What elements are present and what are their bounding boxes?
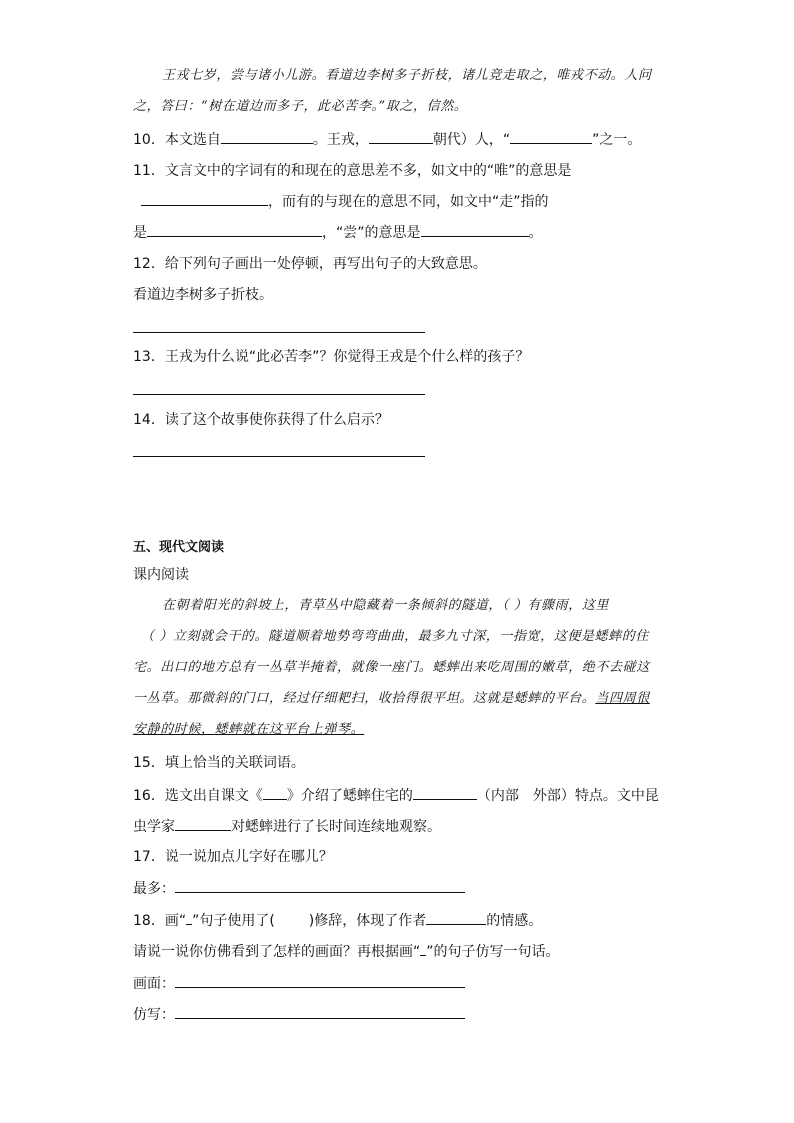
- question-16-line-2: [133, 816, 441, 837]
- q10-text-c: 朝代）人，“: [432, 132, 511, 148]
- q16-blank-title[interactable]: [263, 785, 287, 800]
- q16-text-c: （内部 外部）特点。文中昆: [476, 788, 659, 804]
- q16-text-b: 》介绍了蟋蟀住宅的: [286, 788, 413, 804]
- q10-text-d: ”之一。: [592, 132, 642, 148]
- section-5-subtitle: 课内阅读: [133, 567, 189, 583]
- q10-text-a: 10．本文选自: [133, 132, 221, 148]
- q18-text-e: 请说一说你仿佛看到了怎样的画面？再根据画“: [133, 944, 421, 960]
- q11-blank-zou[interactable]: [147, 222, 322, 237]
- q11-text-c: 是: [133, 225, 147, 241]
- q18-imitate-label: 仿写：: [133, 1007, 175, 1023]
- q10-blank-source[interactable]: [221, 129, 313, 144]
- modern-text-line-4: [133, 689, 650, 709]
- q11-text-d: ，“尝”的意思是: [322, 225, 421, 241]
- q12-answer-line[interactable]: [133, 332, 425, 333]
- question-16-line-1: [133, 785, 659, 806]
- question-12: 12．给下列句子画出一处停顿，再写出句子的大致意思。: [133, 256, 487, 272]
- question-11-line-2: [141, 191, 549, 212]
- question-12-sentence: 看道边李树多子折枝。: [133, 287, 273, 303]
- question-18-line-2: [133, 941, 560, 962]
- question-18-line-1: [133, 910, 542, 931]
- q11-text-b: ，而有的与现在的意思不同，如文中“走”指的: [268, 194, 549, 210]
- q18-text-a: 18．画“: [133, 913, 187, 929]
- q11-blank-wei[interactable]: [141, 191, 268, 206]
- q18-blank-emotion[interactable]: [426, 910, 486, 925]
- question-18-picture: [133, 973, 465, 994]
- q10-blank-group[interactable]: [510, 129, 592, 144]
- q11-blank-chang[interactable]: [421, 222, 529, 237]
- question-11-line-1: 11．文言文中的字词有的和现在的意思差不多，如文中的“唯”的意思是: [133, 163, 572, 179]
- modern-text-line-2: （ ）立刻就会干的。隧道顺着地势弯弯曲曲，最多九寸深，一指宽，这便是蟋蟀的住: [141, 629, 649, 644]
- q16-text-e: 对蟋蟀进行了长时间连续地观察。: [231, 819, 441, 835]
- question-15: 15．填上恰当的关联词语。: [133, 755, 305, 771]
- section-5-title: 五、现代文阅读: [133, 540, 225, 555]
- q18-picture-label: 画面：: [133, 976, 175, 992]
- question-17: 17．说一说加点儿字好在哪儿？: [133, 849, 333, 865]
- underlined-sentence-start: 当四周很: [595, 691, 650, 706]
- modern-text-line-1: 在朝着阳光的斜坡上，青草丛中隐藏着一条倾斜的隧道，（ ）有骤雨，这里: [162, 598, 610, 613]
- question-10: [133, 129, 641, 150]
- q13-answer-line[interactable]: [133, 394, 425, 395]
- q18-text-f: ”的句子仿写一句话。: [426, 944, 560, 960]
- question-13: 13．王戎为什么说“此必苦李”？你觉得王戎是个什么样的孩子？: [133, 349, 530, 365]
- modern-text-line-4a: 一丛草。那微斜的门口，经过仔细耙扫，收拾得很平坦。这就是蟋蟀的平台。: [133, 691, 596, 706]
- q16-text-a: 16．选文出自课文《: [133, 788, 263, 804]
- q18-text-b: ”句子使用了(: [192, 913, 275, 929]
- q11-text-e: 。: [528, 225, 543, 241]
- q14-answer-line[interactable]: [133, 456, 425, 457]
- modern-text-line-3: 宅。出口的地方总有一丛草半掩着，就像一座门。蟋蟀出来吃周围的嫩草，绝不去碰这: [133, 660, 650, 675]
- classical-text-line-1: 王戎七岁，尝与诸小儿游。看道边李树多子折枝，诸儿竞走取之，唯戎不动。人问: [162, 68, 652, 83]
- q18-imitate-line[interactable]: [175, 1004, 465, 1019]
- question-11-line-3: [133, 222, 543, 243]
- q18-text-c: )修辞，体现了作者: [308, 913, 427, 929]
- classical-text-line-2: 之，答曰：“树在道边而多子，此必苦李。”取之，信然。: [133, 99, 468, 114]
- q16-text-d: 虫学家: [133, 819, 175, 835]
- q17-answer-line[interactable]: [175, 878, 465, 893]
- q16-blank-feature[interactable]: [413, 785, 477, 800]
- q18-text-d: 的情感。: [486, 913, 543, 929]
- q16-blank-scientist[interactable]: [175, 816, 231, 831]
- q10-blank-dynasty[interactable]: [369, 129, 433, 144]
- question-14: 14．读了这个故事使你获得了什么启示？: [133, 412, 389, 428]
- question-18-imitate: [133, 1004, 465, 1025]
- q18-picture-line[interactable]: [175, 973, 465, 988]
- q10-text-b: 。王戎，: [312, 132, 369, 148]
- question-17-answer: [133, 878, 465, 899]
- q17-label: 最多：: [133, 881, 175, 897]
- modern-text-line-5: 安静的时候，蟋蟀就在这平台上弹琴。: [133, 722, 365, 737]
